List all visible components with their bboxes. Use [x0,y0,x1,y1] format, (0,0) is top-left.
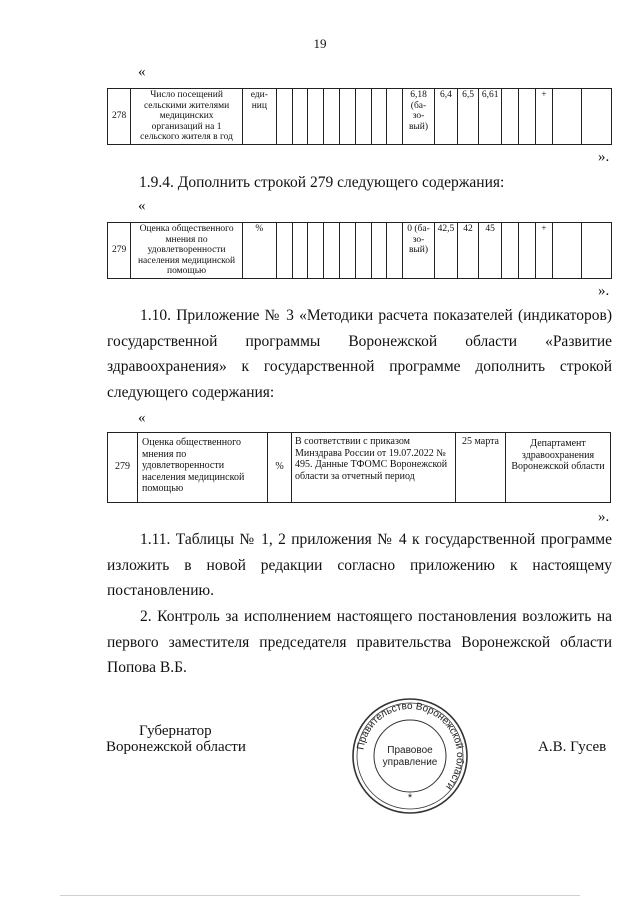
value-cell: 45 [479,223,502,279]
empty-cell [552,223,582,279]
indicator-name: Оценка общественного мнения по удовлетворенности населения медицинской помощью [138,433,268,503]
date-cell: 25 марта [456,433,506,503]
signer-title-line1: Губернатор [139,723,212,739]
empty-cell [371,223,387,279]
value-cell: 6,5 [458,89,479,145]
empty-cell [387,223,403,279]
quote-close-1: ». [598,149,610,165]
empty-cell [339,89,355,145]
page-bottom-line [60,895,580,896]
row-number: 278 [108,89,131,145]
quote-open-2: « [138,198,146,214]
empty-cell [519,89,536,145]
quote-open-3: « [138,410,146,426]
base-value-cell: 6,18 (ба-зо-вый) [403,89,435,145]
empty-cell [502,89,519,145]
paragraph-1-10: 1.10. Приложение № 3 «Методики расчета показателей (индикаторов) государственной программы Воронежской области «Развитие здравоохранения» к государственной программе дополнить строкой следующего содержания: [107,307,612,401]
empty-cell [276,223,292,279]
value-cell: 42 [458,223,479,279]
empty-cell [582,89,612,145]
empty-cell [308,89,324,145]
empty-cell [371,89,387,145]
unit-cell: % [268,433,292,503]
unit-cell: % [242,223,276,279]
indicator-name: Оценка общественного мнения по удовлетворенности населения медицинской помощью [131,223,243,279]
signer-title-line2: Воронежской области [106,739,246,755]
stamp-star: * [407,792,413,804]
method-cell: В соответствии с приказом Минздрава России от 19.07.2022 № 495. Данные ТФОМС Воронежской области за отчетный период [292,433,456,503]
empty-cell [276,89,292,145]
paragraph-1-11: 1.11. Таблицы № 1, 2 приложения № 4 к государственной программе изложить в новой редакции согласно приложению к настоящему постановлению. [107,531,612,599]
heading-1-9-4: 1.9.4. Дополнить строкой 279 следующего содержания: [139,174,505,191]
quote-open-1: « [138,64,146,80]
empty-cell [339,223,355,279]
paragraph-2: 2. Контроль за исполнением настоящего постановления возложить на первого заместителя председателя правительства Воронежской области Попова В.Б. [107,608,612,676]
stamp-ring-text: Правительство Воронежской области [355,700,466,792]
empty-cell [292,223,308,279]
value-cell: 42,5 [434,223,457,279]
stamp-center-line1: Правовое [387,745,433,756]
empty-cell [552,89,582,145]
indicator-table-278 [107,88,612,145]
methodology-table [107,432,611,503]
empty-cell [582,223,612,279]
empty-cell [387,89,403,145]
row-number: 279 [108,433,138,503]
department-cell: Департамент здравоохранения Воронежской области [506,433,611,503]
empty-cell [292,89,308,145]
empty-cell [519,223,536,279]
value-cell: 6,4 [434,89,457,145]
empty-cell [308,223,324,279]
plus-cell: + [535,89,552,145]
unit-cell: еди-ниц [242,89,276,145]
quote-close-3: ». [598,509,610,525]
plus-cell: + [535,223,552,279]
empty-cell [502,223,519,279]
indicator-name: Число посещений сельскими жителями медицинских организаций на 1 сельского жителя в год [131,89,243,145]
official-stamp [351,697,469,815]
empty-cell [324,223,340,279]
base-value-cell: 0 (ба-зо-вый) [403,223,435,279]
row-number: 279 [108,223,131,279]
empty-cell [355,89,371,145]
empty-cell [324,89,340,145]
page-number: 19 [313,36,327,51]
value-cell: 6,61 [479,89,502,145]
stamp-seal-icon [351,697,469,815]
stamp-center-line2: управление [382,757,438,768]
empty-cell [355,223,371,279]
indicator-table-279 [107,222,612,279]
signer-name: А.В. Гусев [538,739,607,755]
quote-close-2: ». [598,283,610,299]
